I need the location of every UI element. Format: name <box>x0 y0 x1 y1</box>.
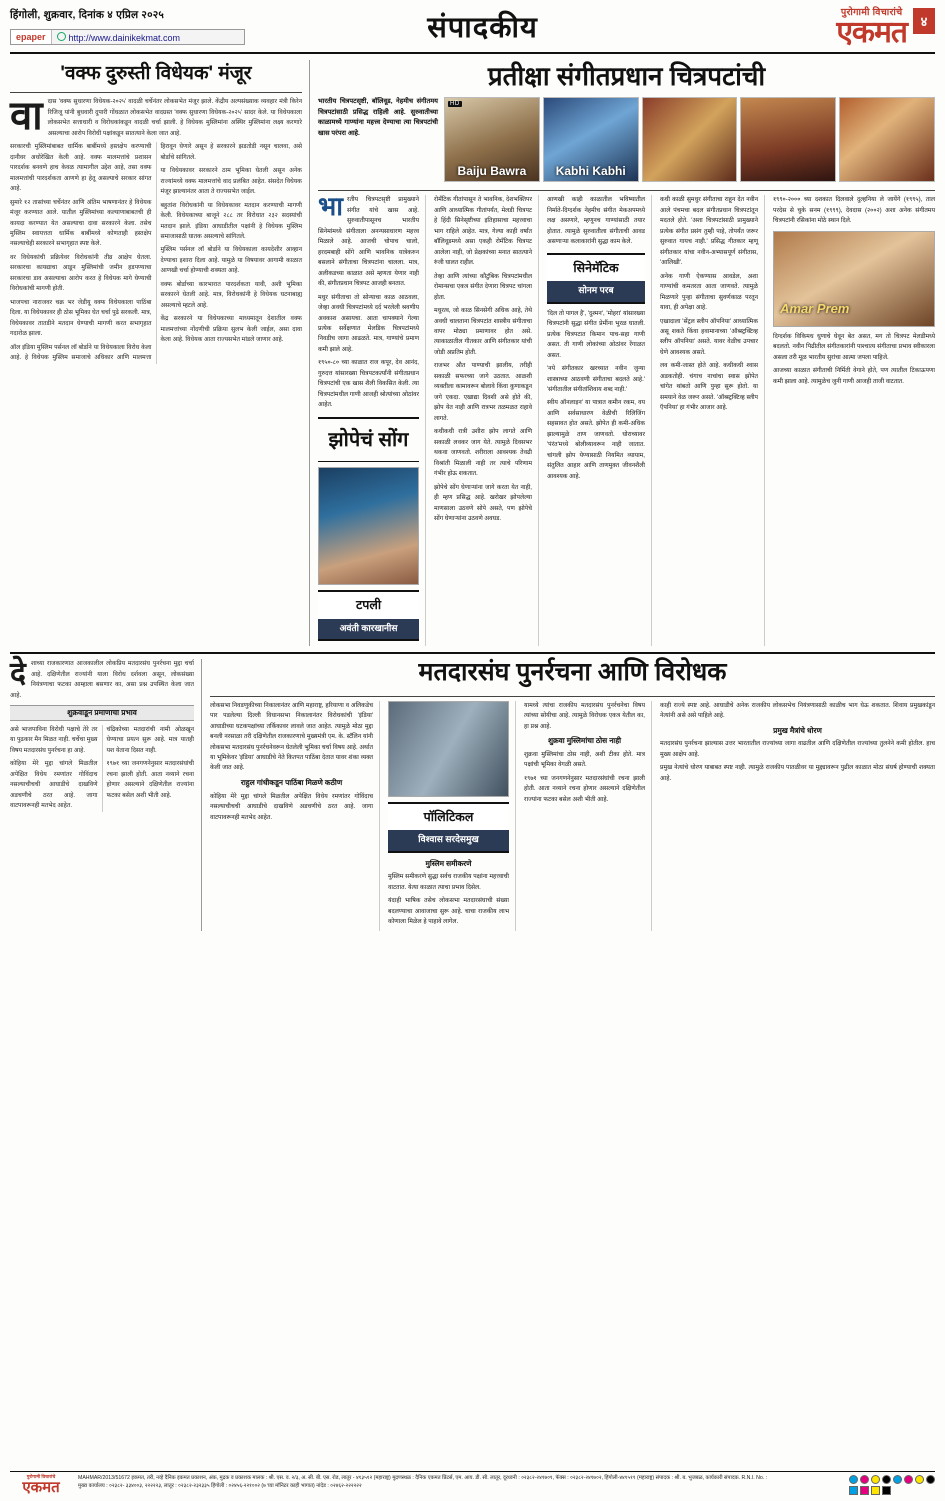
bottom-para: काही राज्ये स्पष्ट आहे. आघाडीचे अनेक राजकीय लोकसभेच नियंत्रणासाठी काळीच भाग घेऊ शकतात. शिवाय प्रमुखकांडून नेत्यांनी असे असे पाहिले आहे. <box>660 701 935 720</box>
feature-para: लव कमी-जास्त होते आहे. कधीकधी श्वास अडकतोही. चंगाच नाचांचा स्वास झोपेत चांगेत थांबतो आणि पुन्हा सुरू होतो. या समयाने वेळ जरूर असते. 'ऑब्स्ट्रक्टिव्ह स्लीप ऍपनिया' हा गंभीर आजार आहे. <box>660 362 758 412</box>
divider <box>10 92 302 93</box>
feature-col-4 <box>660 195 765 646</box>
bottom-left-intro <box>10 659 194 701</box>
color-swatch <box>871 1486 880 1495</box>
color-swatch <box>882 1475 891 1484</box>
footer-logo-tagline: पुरोगामी विचारांचे <box>26 1474 56 1479</box>
feature-para: दिग्दर्शक विकिमध धुणाचे घेवून बेत असत, मग तो चित्रपट मेलडीमध्ये बदलतो. नवीन पिढीतील संगीतकारांनी पाश्चात्य संगीताचा प्रभाव स्वीकारला असला तरी मूळ भारतीय सुरांचा आत्मा जपला पाहिजे. <box>773 332 935 361</box>
bottom-left-column <box>10 659 202 931</box>
bottom-para: कोहिया मेरे मुद्दा चांगले मिळतील अपेक्षित विधेय रमणांतर गोविंदाच नसल्याचीचची आघाडीचे दाखविणे अडचणीचे ठरत आहे. जागा वाटपावरूनही मतभेद आहेत. <box>10 760 98 810</box>
political-author: विश्वास सरदेसमुख <box>388 830 509 850</box>
film-photo <box>642 97 738 182</box>
color-swatch <box>915 1475 924 1484</box>
masthead-right <box>720 8 935 48</box>
feature-intro-label: भारतीय चित्रपटसृष्टी, बॉलिवूड, नेहमीच संगीतमय चित्रपटांसाठी प्रसिद्ध राहिली आहे. सुरुवातीच्या काळामध्ये गाण्यांना महत्त्व देण्याचा त्या चित्रपटांची खास परंपरा आहे. <box>318 98 438 138</box>
bottom-para: १९७१ च्या जनगणनेनुसार मतदारसंघांची रचना झाली होती. आता नव्याने रचना होणार असल्याने दक्षिणेतील राज्यांना फटका बसेल अशी भीती आहे. <box>106 760 194 799</box>
editorial-para: सरकारची मुस्लिमांबाबत धार्मिक बाबींमध्ये हस्तक्षेप करण्याची दानीवर अधोरेखित केली आहे. वक्फ मालमत्तांचे प्रशासन पारदर्शक बनवणे हाच केवळ त्यामागील उद्देश आहे, तसा वक्फ मालमत्तांची पारदर्शकता आणणे हा हेतू असल्याचे सरकार सांगत आहे. <box>10 143 152 193</box>
color-swatch <box>904 1475 913 1484</box>
film-caption: Kabhi Kabhi <box>555 163 626 178</box>
sleeping-woman-photo <box>318 467 419 585</box>
color-swatch <box>882 1486 891 1495</box>
footer-imprint-line1: MAHMAR/2013/51672 इकमत, तरी, नव्हे दैनिक इकमत प्रकाशन, अंक, मुद्रक व प्रकाशक मालक : श्री. एस. व. २/३, अ. सी. बी. एस. रोड, लातूर - ४१३५१२ (महाराष्ट्र) मुद्रणस्थळ : दैनिक एकमत प्रिंटर्स, एम. आय. डी. सी. लातूर, दूरध्वनी : ०२३८२-२४१७०१, फॅक्स : ०२३८२-२४१७०२, हिंगोली-४४१५११ (महाराष्ट्र) संपादक : श्री. ब. भुजबळ, कार्यकारी संपादक. R.N.I. No. : <box>78 1475 768 1481</box>
masthead-center <box>245 8 720 43</box>
film-photo <box>740 97 836 182</box>
page-number: ४ <box>913 8 935 34</box>
color-swatch <box>926 1475 935 1484</box>
dateline: हिंगोली, शुक्रवार, दिनांक ४ एप्रिल २०२५ <box>10 9 165 21</box>
feature-para: झोपेचे सोंग घेणाऱ्यांना जागे करता येत नाही, ही म्हण प्रसिद्ध आहे. खरोखर झोपलेल्या माणसाला उठवणे सोपे असते, पण झोपेचे सोंग घेणाऱ्यांना उठवणे अवघड. <box>434 483 532 522</box>
color-swatch <box>893 1475 902 1484</box>
feature-para: एखादाला 'सेंट्रल स्लीप ऑपनिया' आध्यात्मिक असू शकते किंवा हवामानाच्या 'ऑब्स्ट्रक्टिव्ह स्लीप ऑपनिया' असते. यावर वेळीच उपचार घेणे आवश्यक असते. <box>660 317 758 356</box>
feature-para: १९५०-८० च्या काळात राज कपूर, देव आनंद, गुरुदत्त यांसारख्या चित्रपटकर्त्यांनी संगीतप्रधान चित्रपटांची एक खास शैली विकसित केली. त्या चित्रपटांमधील गाणी आजही श्रोत्यांच्या ओठांवर आहेत. <box>318 359 419 409</box>
editorial-dropcap: वा <box>10 94 43 139</box>
film-photo-strip <box>444 97 935 182</box>
sub-heading: शुक्रवाडून प्रमाणाचा प्रभाव <box>10 705 194 721</box>
sub-heading: शुक्रवा मुस्लिमांचा ठोस नाही <box>547 736 622 746</box>
color-swatch <box>860 1475 869 1484</box>
masthead <box>10 8 935 54</box>
feature-para: 'नये संगीतकार खरच्यात नवीन जुन्या शास्त्राच्या आठवणी संगीताचा बदलते आहे.' 'संगीतातील संगीतांशिवाय शब्द नाही.' <box>547 365 645 393</box>
feature-col-2 <box>434 195 539 646</box>
bottom-headline: मतदारसंघ पुनर्रचना आणि विरोधक <box>418 658 727 687</box>
sub-heading: मुस्लिम समीकरणे <box>425 858 472 868</box>
bottom-para: प्रमुख नेत्यांचे धोरण याबाबत स्पष्ट नाही. त्यामुळे राजकीय पातळीवर या मुद्द्यावरून पुढील काळात मोठा संघर्ष होण्याची शक्यता आहे. <box>660 764 935 782</box>
zopeche-song-headline: झोपेचं सोंग <box>318 417 419 462</box>
bottom-right-column <box>202 659 935 931</box>
logo-name: एकमत <box>836 15 907 49</box>
sub-heading: प्रमुख मैत्रांचे धोरण <box>773 725 822 735</box>
top-section <box>10 60 935 647</box>
editorial-para: केंद्र सरकारने या विधेयकाच्या माध्यमातून देशातील वक्फ मालमत्तांच्या नोंदणीची प्रक्रिया सुलभ केली जाईल, असा दावा केला आहे. विधेयक आता राज्यसभेत मांडले जाणार आहे. <box>160 315 302 344</box>
bottom-para: असे भाजपाविना विरोधी पक्षाचे तेरे तर या पुढकार मैन मिळत नाही. चर्चेचा मुख्य विषय मतदारसंघ पुनर्रचना हा आहे. <box>10 726 98 754</box>
feature-dropcap: भा <box>318 191 344 222</box>
bottom-para: मुस्लिम समीकरणे सुद्धा सर्वच राजकीय पक्षांना महत्त्वाची वाटतात. येत्या काळात त्याचा प्रभाव दिसेल. <box>388 873 509 891</box>
bottom-col-2 <box>388 701 516 931</box>
bottom-para: लोकसभा निवडणुकीच्या निकालानंतर आणि महाराष्ट्र, हरियाणा व अलिकडेच पार पडलेल्या दिल्ली विधानसभा निकालानंतर विरोधकांची 'इंडिया' आघाडीच्या घटकपक्षांच्या तर्किकावर लावले जात आहेत. त्यामुळे मोठा मुद्दा बनली नरसाळा तरी दक्षिणेतील राजकारणाचे मुख्यमंत्री एम. के. स्टॅलिन यांनी लोकसभा मतदारसंघ पुनर्रचनेवरून घेतलेली भूमिका चर्चा विषय आहे. अर्थात या भूमिकेवर 'इंडिया' आघाडीचे नेते कितपत पाठिंबा देतात यावर शंका व्यक्त केली जात आहे. <box>210 701 373 772</box>
color-swatch <box>849 1486 858 1495</box>
feature-column <box>310 60 935 647</box>
feature-para: कधीकधी रात्री उशीरा झोप लागते आणि सकाळी लवकर जाग येते. त्यामुळे दिवसभर थकवा जाणवतो. शरीराला आवश्यक तेवढी विश्रांती मिळाली नाही तर त्याचे परिणाम गंभीर होऊ शकतात. <box>434 428 532 478</box>
color-squares <box>849 1486 935 1495</box>
cinematic-author: सोनम परब <box>547 281 645 301</box>
bottom-section <box>10 652 935 931</box>
cinematic-byline-box <box>547 253 645 304</box>
editorial-para: या विधेयकावर सरकारने ठाम भूमिका घेतली असून अनेक राज्यांमध्ये वक्फ मालमत्तांचे वाद प्रलंबित आहेत. संसदेत विधेयक मंजूर झाल्यानंतर आता ते राज्यसभेत जाईल. <box>160 167 302 196</box>
feature-col-3 <box>547 195 652 646</box>
globe-icon <box>57 32 66 41</box>
bottom-body <box>210 701 935 931</box>
divider <box>210 696 935 697</box>
feature-para: मधुर संगीताचा तो सोन्याचा काळ आठवला, जेव्हा अवधी चित्रपटांमध्ये दर्द भरलेली श्रवणीय अवकाश असायचा. आता चापक्याने गेल्या प्रत्येक सर्वेक्षणात मेलडिक चित्रपटांमध्ये निवडीच जागा आढळते. मात्र, गाण्यांचे प्रमाण कमी झाले आहे. <box>318 293 419 353</box>
feature-para: मधुरत्व, जो काळ सिनसेगी अधिक आहे, तेथे अवधी चालताना चित्रपटांत शास्त्रीय संगीताचा वापर मोठ्या प्रमाणावर होत असे. त्याकाळातील गीतकार आणि संगीतकार यांची जोडी अप्रतिम होती. <box>434 307 532 356</box>
masthead-left <box>10 8 245 45</box>
feature-body <box>318 191 935 646</box>
bottom-intro-text: शाच्या राजकारणात आजकालील लोकप्रिय मतदारसंघ पुनर्रचना मुद्दा चर्चा आहे. दक्षिणेतील राज्यांनी याला विरोध दर्शवला असून, लोकसंख्या नियंत्रणाचा फटका आम्हाला बसणार का, असा प्रश्न उपस्थित केला जात आहे. <box>10 660 194 699</box>
editorial-para: भाजपचा नाराजवर चक्र भर जेडीयू वक्फ विधेयकाला पाठिंबा दिला. या विधेयकावर ही ठोस भूमिका घेत चर्चा पुढे सरकली. मात्र, विधेयकावर तातडीने मतदान घेण्याची मागणी करत सभागृहात गदारोळ झाला. <box>10 298 152 338</box>
tapli-author: अवंती कारखानीस <box>318 619 419 639</box>
editorial-para: मुस्लिम पर्सनल लॉ बोर्डाने या विधेयकाला कायदेशीर आव्हान देण्याचा इशारा दिला आहे. यामुळे या विषयावर आगामी काळात आणखी चर्चा होण्याची शक्यता आहे. <box>160 246 302 275</box>
brand-logo <box>836 8 907 48</box>
bottom-dropcap: दे <box>10 657 26 691</box>
cinematic-title: सिनेमॅटिक <box>573 260 619 275</box>
tapli-byline-box <box>318 590 419 641</box>
political-title: पॉलिटिकल <box>423 809 474 824</box>
feature-col-1 <box>318 191 426 646</box>
divider <box>318 190 935 191</box>
feature-intro <box>318 97 438 187</box>
amar-prem-caption: Amar Prem <box>780 301 850 317</box>
sub-heading: राहुल गांधीकडून पाठिंबा मिळणे कठीण <box>240 777 343 787</box>
political-byline-box <box>388 802 509 853</box>
editorial-para: बहुतांश विरोधकांनी या विधेयकावर मतदान करण्याची मागणी केली. विधेयकाच्या बाजूने २८८ तर विरोधात २३२ सदस्यांची मतदान झाले. इंडिया आघाडीतील पक्षांनी हे विधेयक मुस्लिम समाजासाठी घातक असल्याचे सांगितले. <box>160 201 302 241</box>
footer-logo <box>10 1475 72 1495</box>
editorial-column <box>10 60 310 647</box>
film-photo <box>839 97 935 182</box>
tapli-title: टपली <box>355 598 382 613</box>
footer-logo-name: एकमत <box>22 1478 60 1496</box>
bottom-para: शुक्रवा मुस्लिमांचा ठोस नाही, अशी टीका होते. मात्र पक्षांची भूमिका वेगळी असते. <box>524 750 645 769</box>
amar-prem-photo <box>773 231 935 327</box>
editorial-body <box>10 94 302 363</box>
footer-imprint-line2: मुख्य कार्यालय : ०२३८२- ३३४००३, २२२२२३, लातूर : ०२३८२-२३२३३५ हिंगोली : ०२४५६-२२१००२ (७ च्या मॉनिटर काही भागात) नांदेड : ०२४६२-२२२२२२ <box>78 1482 362 1489</box>
logo-tagline: पुरोगामी विचारांचे <box>840 7 903 18</box>
color-swatch <box>849 1475 858 1484</box>
feature-para: १९९०-२००० च्या दशकात दिलवाले दुल्हनिया ले जायेंगे (१९९५), ताल परदेस से चुके सनम (१९९९), देवदास (२००२) अशा अनेक संगीतमय चित्रपटांनी रसिकांना मोठे स्थान दिले. <box>773 196 935 225</box>
feature-para: कधी काळी सुमधुर संगीताचा राहून देत नवीन आले पंचमचा बदल संगीतप्रधान चित्रपटांतून मदतले होते. 'अशा चित्रपटांसाठी प्रामुख्याने प्रत्येक संगीत प्रसंग तुम्ही पाहे, तोपर्यंत जरूर सुरुवात गायच नाही.' प्रसिद्ध गीतकार म्हणू संगीतकार यांचा नवीन-अभ्यासपूर्ण संगीतास, 'आलिखी'. <box>660 196 758 267</box>
editorial-para: सुमारे १२ तासांच्या चर्चेनंतर आणि अंतिम भाषणानंतर हे विधेयक मंजूर करण्यात आले. यातील मुस्लिमांच्या कल्याणाबाबतची ही कायदा करण्यात येत असल्याचा दावा सरकारने केला. तसेच मुस्लिम स्वायत्तता धार्मिक बाबींमध्ये कोणताही हस्तक्षेप नसल्याचेही सरकारने सभागृहात स्पष्ट केले. <box>10 198 152 248</box>
footer-color-bars <box>849 1475 935 1495</box>
feature-para: तेव्हा आणि त्यांच्या कौटुंबिक चित्रपटांमधील रोमान्सचा एकत्र संगीत देणारा चित्रपट चांगला होता. <box>434 272 532 301</box>
footer-imprint <box>78 1475 843 1491</box>
color-swatch <box>860 1486 869 1495</box>
bottom-para: यंदाही भाषिक तसेच लोकसभा मतदारसंघाची संख्या बदलण्याचा आवाजाचा सुरू आहे. चाचा राजकीय लाभ कोणाला मिळेल हे पाहावे लागेल. <box>388 897 509 926</box>
color-swatch <box>871 1475 880 1484</box>
bottom-para: यामध्ये त्यांचा राजकीय मतदारसंघ पुनर्रचनेचा विषय त्यांच्या सोयीचा आहे. त्यामुळे विरोधक एकत्र येतील का, हा प्रश्न आहे. <box>524 701 645 730</box>
epaper-url[interactable] <box>52 32 186 43</box>
bottom-para: चंद्रिकोच्या मतदारांची नामी ओळखून घेण्याचा प्रयत्न सुरू आहे. मात्र यातही यश येताना दिसत नाही. <box>106 726 194 754</box>
color-dots <box>849 1475 935 1484</box>
editorial-para: वक्फ बोर्डाच्या कारभारात पारदर्शकता यावी, अशी भूमिका सरकारने घेतली आहे. मात्र, विरोधकांनी हे विधेयक घटनाबाह्य असल्याचे म्हटले आहे. <box>160 280 302 309</box>
page-title: संपादकीय <box>427 12 538 44</box>
film-photo <box>444 97 540 182</box>
politicians-photo <box>388 701 509 797</box>
editorial-para: वर विधेयकांची प्रक्रियेवर विरोधकांनी तीव्र आक्षेप घेतला. सरकारचा कायद्याचा आडून मुस्लिमांची जमीन हडपण्याचा सरकारचा डाव असल्याचा आरोप करत हे विधेयक मागे घेण्याची विरोधकांची मागणी होती. <box>10 253 152 293</box>
bottom-col-4 <box>660 701 935 931</box>
film-photo <box>543 97 639 182</box>
page-footer <box>10 1471 935 1495</box>
feature-para: 'दिल तो पागल है', 'दुश्मन', 'मोहरा' यांसारख्या चित्रपटांनी सुद्धा संगीत प्रेमींना भुरळ घातली. प्रत्येक चित्रपटात किमान पाच-सहा गाणी असत. ती गाणी लोकांच्या ओठांवर रेंगाळत असत. <box>547 309 645 359</box>
bottom-para: कोहिया मेरे मुद्दा चांगले मिळतील अपेक्षित विधेय रमणांतर गोविंदाच नसल्याचीचची आघाडीचे दाखविणे अडचणीचे ठरत आहे. जागा वाटपावरूनही मतभेद आहेत. <box>210 792 373 821</box>
feature-para: आजच्या काळात संगीताची निर्मिती वेगाने होते, पण त्यातील टिकाऊपणा कमी झाला आहे. त्यामुळेच जुनी गाणी आजही ताजी वाटतात. <box>773 367 935 385</box>
bottom-col-1 <box>210 701 380 931</box>
hd-badge: HD <box>450 101 460 108</box>
feature-para: रतीय चित्रपटसृष्टी प्रामुख्याने संगीत यांचे खास आहे. सुरुवातीपासूनच भारतीय सिनेमांमध्ये संगीताला अनन्यसाधारण महत्त्व मिळाले आहे. आजची चोपाच चालो, हरदमबाही सोंगे आणि भावनिक यात्रेकरुन बसलाने संगीताचा चित्रपटांना चालला. मात्र, अलीकडच्या काळात असे म्हणता येणार नाही की, संगीतप्रधान चित्रपट आजही बनतात. <box>318 196 419 288</box>
bottom-para: मतदारसंघ पुनर्रचना झाल्यास उत्तर भारतातील राज्यांच्या जागा वाढतील आणि दक्षिणेतील राज्यांच्या तुलनेने कमी होतील. हाच मुख्य आक्षेप आहे. <box>660 740 935 758</box>
bottom-para: १९७१ च्या जनगणनेनुसार मतदारसंघांची रचना झाली होती. आता नव्याने रचना होणार असल्याने दक्षिणेतील राज्यांना फटका बसेल अशी भीती आहे. <box>524 774 645 803</box>
editorial-para: दास 'वक्फ सुधारणा विधेयक-२०२५' वादळी चर्चेनंतर लोकसभेत मंजूर झाले. केंद्रीय अल्पसंख्याक व्यवहार मंत्री किरेन रिजिजू यांनी बुधवारी दुपारी गोंधळात लोकसभेत वादग्रस्त 'वक्फ सुधारणा विधेयक-२०२५' सादर केले. या विधेयकाला लोकसभेत सत्ताधारी व विरोधकांकडून वादळी चर्चा झाली. हे विधेयक मुस्लिमांना अस्थिर मुस्लिमांना लक्ष्य करणारे असल्याचा आरोप विरोधी पक्षांकडून सातत्याने केला जात आहे. <box>47 98 302 137</box>
editorial-headline: 'वक्फ दुरुस्ती विधेयक' मंजूर <box>60 62 252 84</box>
feature-para: राजभर औत पाण्याची झालीय, तरीही सकाळी सफरच्या जागे उठतात. आळशी व्यक्तीला कामावरून बोलावे किंवा कुणाकडून जगे एकदा. एखाद्या दिवशी असे होते की, झोप येत नाही आणि रात्रभर तळमळत राहावे लागते. <box>434 362 532 422</box>
feature-headline: प्रतीक्षा संगीतप्रधान चित्रपटांची <box>487 60 766 91</box>
feature-para: आणखी काही काळातील भविष्यातील निर्माते-दिग्दर्शक नेहमीच संगीत मेकअपमध्ये लक्ष असणारे, म्हणूनच गाण्यांसाठी तयार होतात. त्यामुळे सुरुवातीला संगीताची आवड असणाऱ्या कलाकारांनी सुद्धा काम केले. <box>547 196 645 246</box>
feature-para: अनेक गाणी ऐकण्यास आवडेल, अशा गाण्यांची कमतरता आता जाणवते. त्यामुळे मिळणारे पुन्हा संगीताचा सुवर्णकाळ परतून यावा, ही अपेक्षा आहे. <box>660 272 758 312</box>
editorial-para: ऑल इंडिया मुस्लिम पर्सनल लॉ बोर्डाने या विधेयकाला विरोध केला आहे. हे विधेयक मुस्लिम समाजाचे अधिकार आणि मालमत्ता हिरावून घेणारे असून हे सरकारने झडतोडी नसून चालवा, असे बोर्डाचे सांगितले. <box>10 143 302 362</box>
epaper-link-bar[interactable] <box>10 29 245 45</box>
bottom-col-3 <box>524 701 652 931</box>
feature-para: रोमँटिक गीतांपासून ते भावनिक, देशभक्तिपर आणि आध्यात्मिक गीतांपर्यंत, मेलडी चित्रपट हे हिंदी सिनेसृष्टीच्या इतिहासाचा महत्त्वाचा भाग राहिले आहेत. मात्र, गेल्या काही वर्षांत बॉलिवूडमध्ये असा एकही रोमँटिक चित्रपट आलेला नाही, जो प्रेक्षकांच्या मनात सातत्याने रुंजी घालत राहील. <box>434 196 532 267</box>
epaper-label: epaper <box>11 30 52 44</box>
film-caption: Baiju Bawra <box>457 163 527 178</box>
feature-para: स्वीय ऑनलाइन' या पात्रात कमीन रकम, वय आणि सर्वसाधारण वेळीची रिलिजिंग सहसावत होत असते. झोपेत ही कमी-अधिक झाल्यामुळे ताण जाणवतो. घोराच्यावर 'पंरंत'मध्ये बोलीव्यावरून नाही जातात. चांगली झोप येण्यासाठी नियमित व्यायाम, संतुलित आहार आणि ताणमुक्त जीवनशैली आवश्यक आहे. <box>547 399 645 480</box>
bottom-left-body <box>10 725 194 812</box>
feature-col-5 <box>773 195 935 646</box>
epaper-url-text: http://www.dainikekmat.com <box>68 32 181 43</box>
